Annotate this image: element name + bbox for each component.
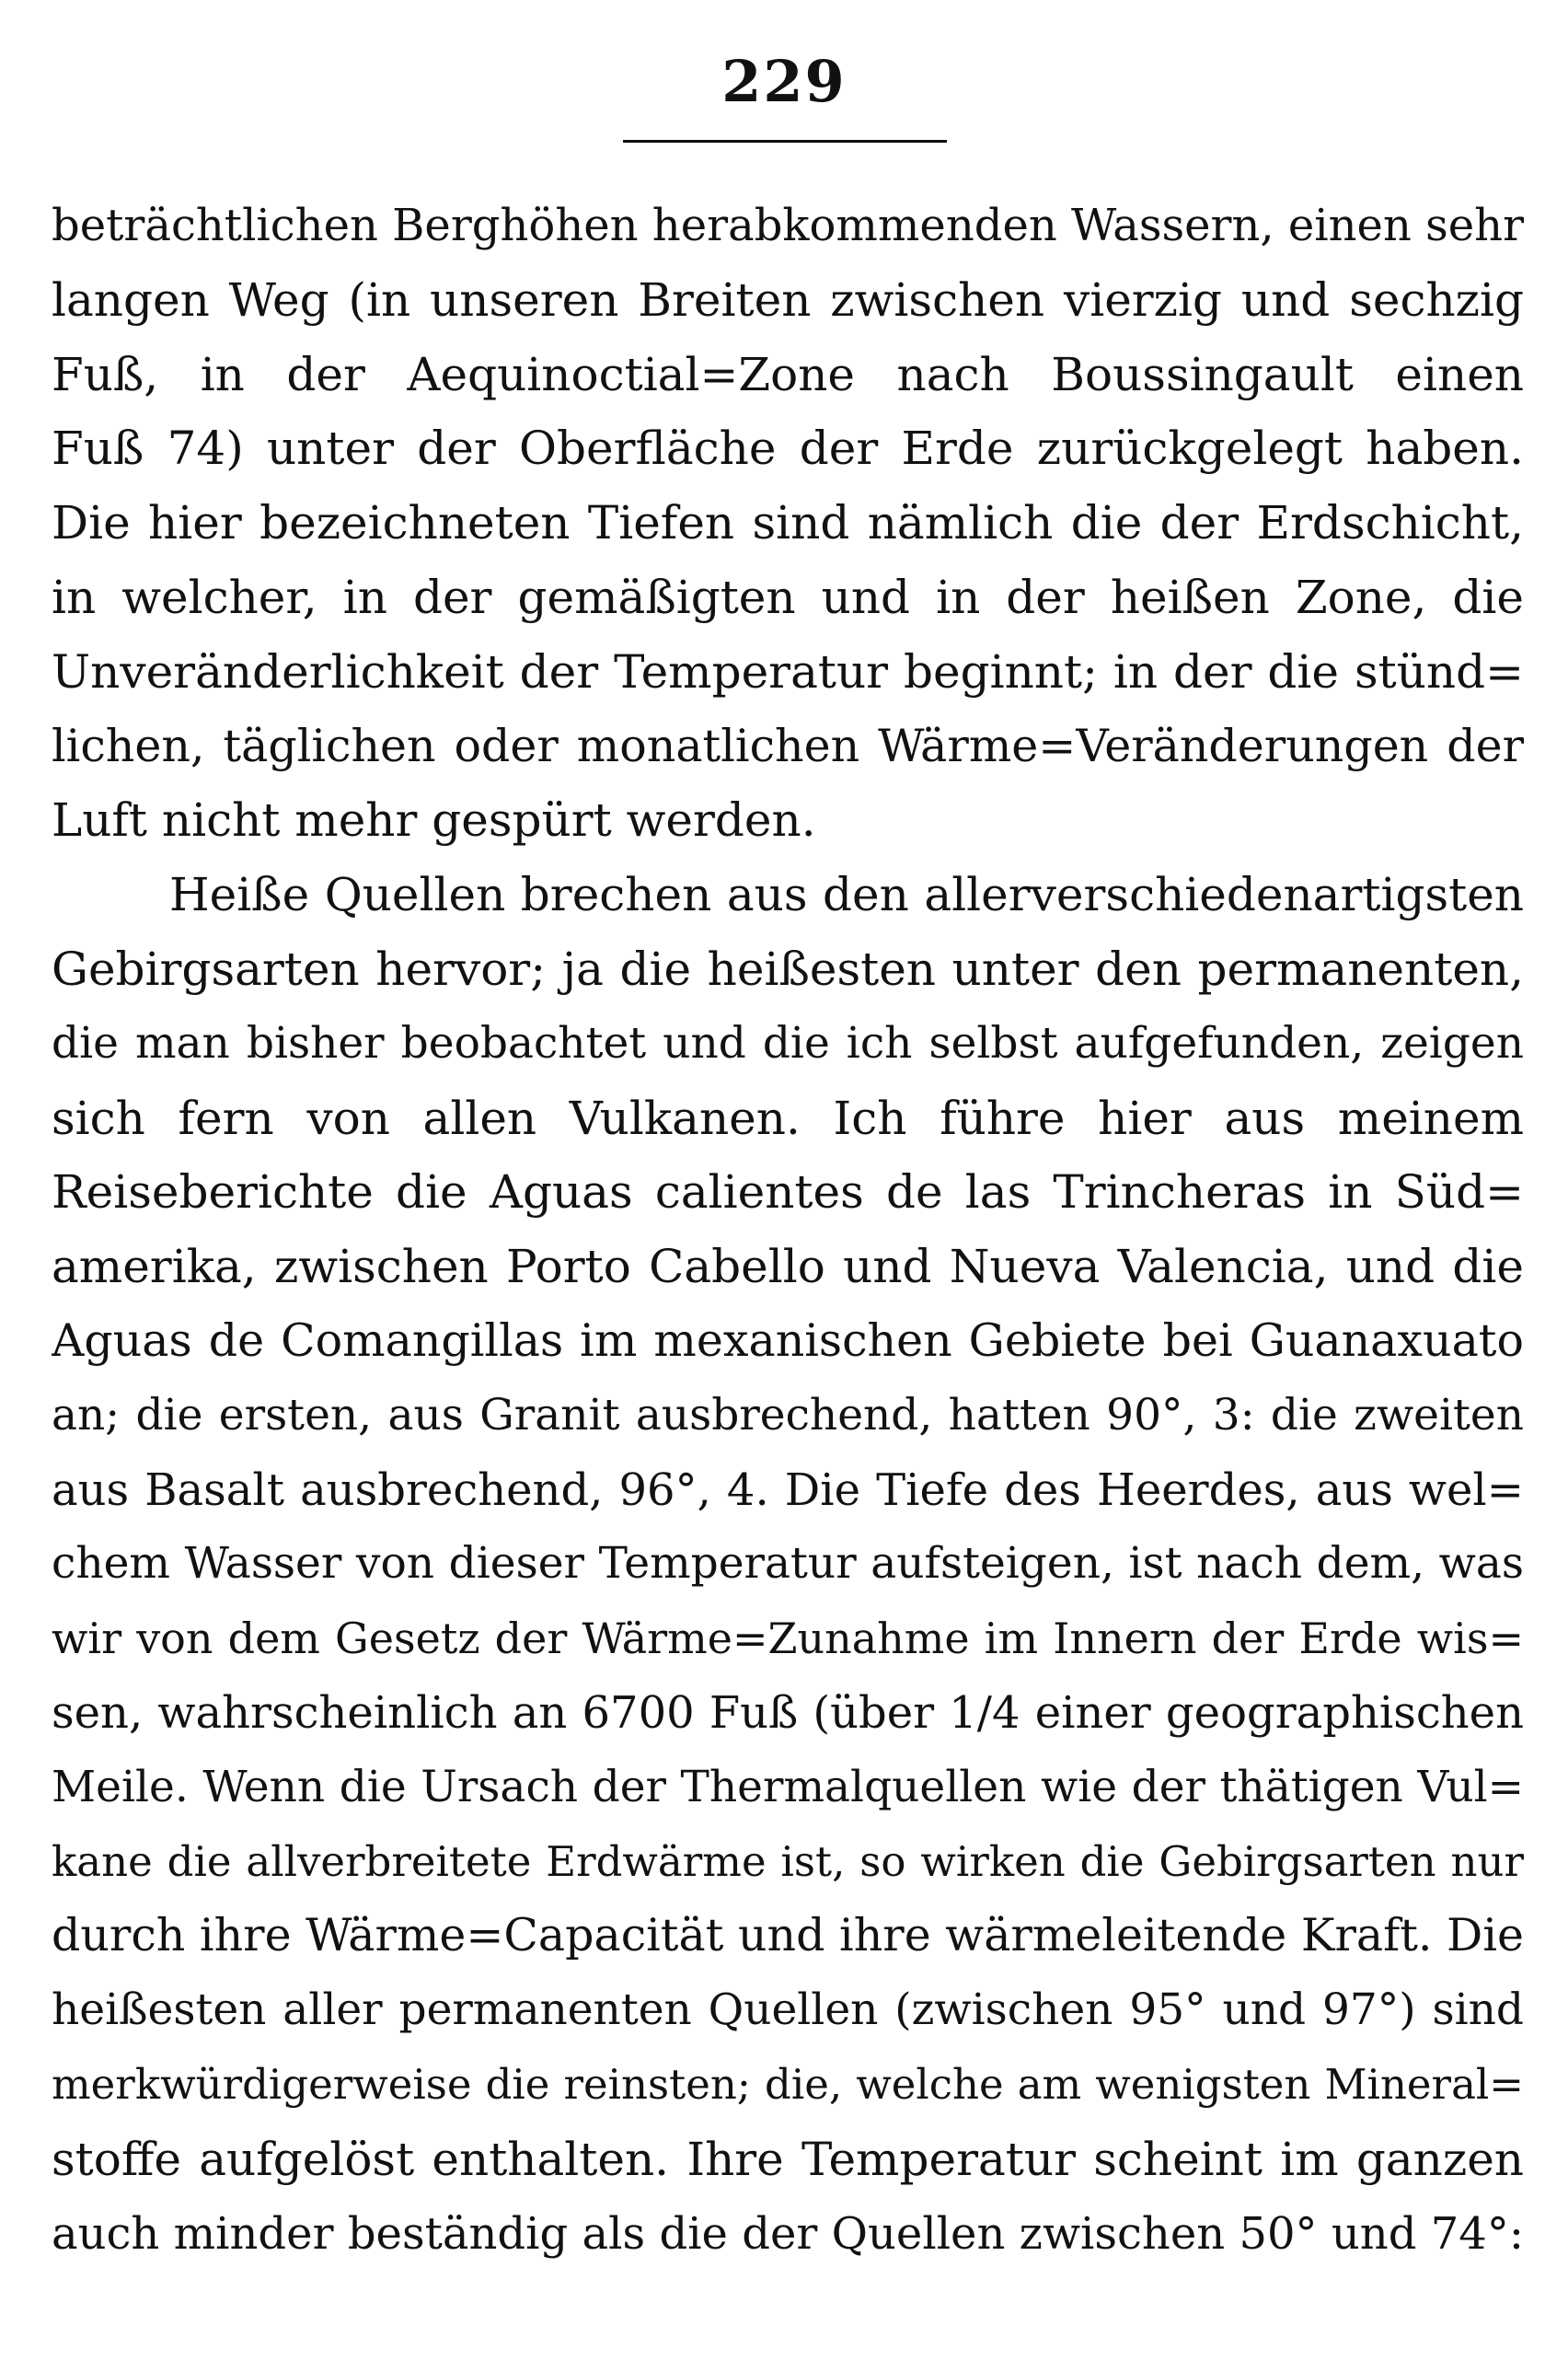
text-line: sich fern von allen Vulkanen. Ich führe hier aus meinem — [52, 1091, 1524, 1145]
text-line: heißesten aller permanenten Quellen (zwischen 95° und 97°) sind — [52, 1984, 1524, 2036]
page-number: 229 — [721, 48, 847, 115]
body-text — [52, 189, 1524, 2271]
text-line: Gebirgsarten hervor; ja die heißesten unter den permanenten, — [52, 942, 1524, 996]
text-line: Luft nicht mehr gespürt werden. — [52, 793, 816, 848]
text-line: merkwürdigerweise die reinsten; die, welche am wenigsten Mineral= — [52, 2059, 1524, 2109]
text-line: an; die ersten, aus Granit ausbrechend, hatten 90°, 3: die zweiten — [52, 1389, 1524, 1440]
text-line: beträchtlichen Berghöhen herabkommenden Wassern, einen sehr — [52, 200, 1524, 251]
text-line: lichen, täglichen oder monatlichen Wärme=Veränderungen der — [52, 719, 1524, 772]
text-line: kane die allverbreitete Erdwärme ist, so wirken die Gebirgsarten nur — [52, 1836, 1524, 1886]
text-line: langen Weg (in unseren Breiten zwischen vierzig und sechzig — [52, 272, 1524, 327]
text-line: Meile. Wenn die Ursach der Thermalquellen wie der thätigen Vul= — [52, 1761, 1524, 1812]
text-line: Aguas de Comangillas im mexanischen Gebiete bei Guanaxuato — [52, 1313, 1524, 1367]
text-line: durch ihre Wärme=Capacität und ihre wärmeleitende Kraft. Die — [52, 1909, 1524, 1962]
text-line: Unveränderlichkeit der Temperatur beginnt; in der die stünd= — [52, 644, 1524, 699]
text-line: Fuß, in der Aequinoctial=Zone nach Boussingault einen — [52, 347, 1524, 401]
text-line: amerika, zwischen Porto Cabello und Nueva Valencia, und die — [52, 1240, 1524, 1294]
text-line: auch minder beständig als die der Quellen zwischen 50° und 74°: — [52, 2207, 1524, 2260]
text-line: die man bisher beobachtet und die ich selbst aufgefunden, zeigen — [52, 1017, 1524, 1069]
text-line: aus Basalt ausbrechend, 96°, 4. Die Tiefe des Heerdes, aus wel= — [52, 1463, 1524, 1516]
text-line: Reiseberichte die Aguas calientes de las Trincheras in Süd= — [52, 1165, 1524, 1220]
text-line: wir von dem Gesetz der Wärme=Zunahme im Innern der Erde wis= — [52, 1614, 1524, 1664]
text-line: chem Wasser von dieser Temperatur aufsteigen, ist nach dem, was — [52, 1538, 1524, 1590]
header-rule — [623, 140, 947, 143]
text-line: Die hier bezeichneten Tiefen sind nämlich die der Erdschicht, — [52, 496, 1524, 550]
text-line: in welcher, in der gemäßigten und in der heißen Zone, die — [52, 570, 1524, 624]
text-line: sen, wahrscheinlich an 6700 Fuß (über 1/4 einer geographischen — [52, 1686, 1524, 1739]
text-line: stoffe aufgelöst enthalten. Ihre Temperatur scheint im ganzen — [52, 2132, 1524, 2186]
text-line: Heiße Quellen brechen aus den allerverschiedenartigsten — [169, 868, 1524, 922]
text-line: Fuß 74) unter der Oberfläche der Erde zurückgelegt haben. — [52, 422, 1524, 476]
